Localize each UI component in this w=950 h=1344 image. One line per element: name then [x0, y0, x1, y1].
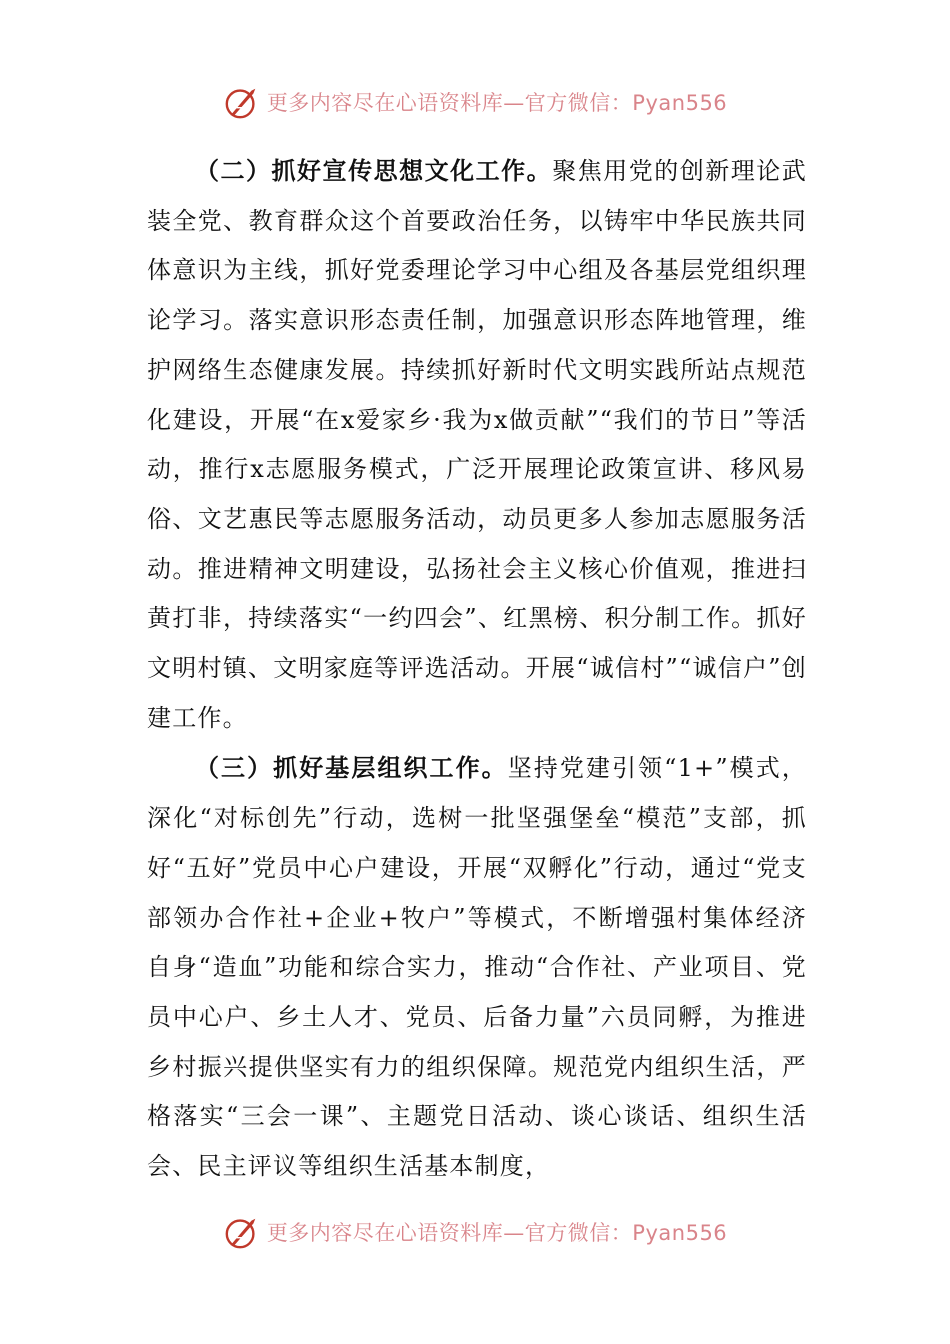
paragraph-text: 聚焦用党的创新理论武装全党、教育群众这个首要政治任务，以铸牢中华民族共同体意识为主线，抓好党委理论学习中心组及各基层党组织理论学习。落实意识形态责任制，加强意识形态阵地管理，维护网络生态健康发展。持续抓好新时代文明实践所站点规范化建设，开展“在x爱家乡·我为x做贡献”“我们的节日”等活动，推行x志愿服务模式，广泛开展理论政策宣讲、移风易俗、文艺惠民等志愿服务活动，动员更多人参加志愿服务活动。推进精神文明建设，弘扬社会主义核心价值观，推进扫黄打非，持续落实“一约四会”、红黑榜、积分制工作。抓好文明村镇、文明家庭等评选活动。开展“诚信村”“诚信户”创建工作。 — [147, 157, 807, 732]
paragraph-grassroots — [147, 743, 807, 1191]
watermark-text: 更多内容尽在心语资料库—官方微信：Pyan556 — [266, 1221, 728, 1245]
quill-pen-logo-icon — [223, 1213, 261, 1251]
quill-pen-logo-icon — [223, 83, 261, 121]
footer-watermark — [0, 1212, 950, 1252]
paragraph-text: 坚持党建引领“1+”模式，深化“对标创先”行动，选树一批坚强堡垒“模范”支部，抓好“五好”党员中心户建设，开展“双孵化”行动，通过“党支部领办合作社+企业+牧户”等模式，不断增强村集体经济自身“造血”功能和综合实力，推动“合作社、产业项目、党员中心户、乡土人才、党员、后备力量”六员同孵，为推进乡村振兴提供坚实有力的组织保障。规范党内组织生活，严格落实“三会一课”、主题党日活动、谈心谈话、组织生活会、民主评议等组织生活基本制度， — [147, 754, 807, 1181]
paragraph-heading: （三）抓好基层组织工作。 — [195, 753, 508, 783]
document-body — [147, 146, 807, 1192]
paragraph-heading: （二）抓好宣传思想文化工作。 — [195, 156, 553, 185]
header-watermark — [0, 82, 950, 122]
watermark-text: 更多内容尽在心语资料库—官方微信：Pyan556 — [266, 91, 728, 115]
paragraph-propaganda — [147, 146, 807, 743]
